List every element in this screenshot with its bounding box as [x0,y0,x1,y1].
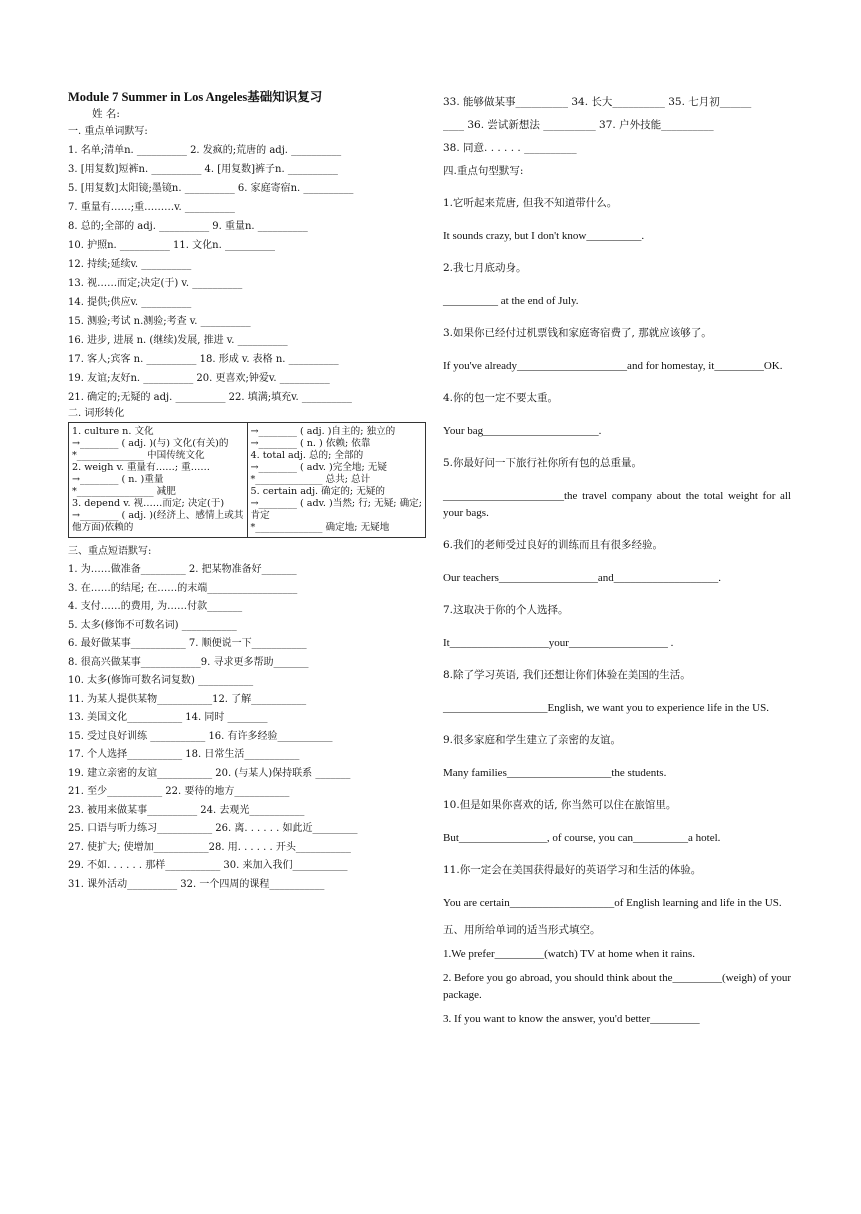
vocabulary-item: 1. 名单;清单n. __________ 2. 发疯的;荒唐的 adj. __________ [68,145,342,156]
word-form-line: *______________ 中国传统文化 [72,450,205,461]
word-form-line: →________ ( n. ) 依赖; 依靠 [250,438,371,449]
word-form-line: →________ ( adv. )完全地; 无疑 [250,462,387,473]
word-form-line: →________ ( adj. )(经济上、感情上或其他方面)依赖的 [72,510,244,533]
word-form-line: *______________ 确定地; 无疑地 [250,522,390,533]
sentence-english: It__________________your__________________ . [443,637,674,649]
word-form-table [68,422,426,538]
phrase-item: 6. 最好做某事___________ 7. 顺便说一下___________ [68,638,307,649]
sentence-english: It sounds crazy, but I don't know__________. [443,230,645,242]
word-form-line: 4. total adj. 总的; 全部的 [250,450,364,461]
sentence-item [443,667,791,717]
phrase-item: 25. 口语与听力练习___________ 26. 离. . . . . . 如此近_________ [68,823,358,834]
name-label: 姓 名: [92,108,120,120]
sentence-chinese: 7.这取决于你的个人选择。 [443,604,569,616]
phrase-item: 38. 同意. . . . . . __________ [443,142,577,154]
sentence-chinese: 6.我们的老师受过良好的训练而且有很多经验。 [443,539,664,551]
word-form-line: →________ ( adv. )当然; 行; 无疑; 确定; 肯定 [250,498,422,521]
vocabulary-item: 14. 提供;供应v. __________ [68,297,192,308]
fill-in-item: 1.We prefer_________(watch) TV at home when it rains. [443,948,695,960]
word-form-line: 5. certain adj. 确定的; 无疑的 [250,486,385,497]
section5-heading: 五、用所给单词的适当形式填空。 [443,924,601,936]
word-form-line: →________ ( n. )重量 [72,474,164,485]
sentence-item [443,862,791,912]
phrase-item: 4. 支付……的费用, 为……付款_______ [68,601,243,612]
section4-heading: 四.重点句型默写: [443,165,524,177]
sentence-chinese: 4.你的包一定不要太重。 [443,392,559,404]
sentence-chinese: 11.你一定会在美国获得最好的英语学习和生活的体验。 [443,864,702,876]
phrase-item: 23. 被用来做某事__________ 24. 去观光___________ [68,804,305,816]
vocabulary-item: 13. 视……而定;决定(于) v. __________ [68,278,243,289]
sentence-english: ___________________English, we want you to experience life in the US. [443,702,769,714]
sentence-chinese: 10.但是如果你喜欢的话, 你当然可以住在旅馆里。 [443,799,677,811]
sentence-chinese: 3.如果你已经付过机票钱和家庭寄宿费了, 那就应该够了。 [443,327,712,339]
fill-in-list [443,946,791,1028]
phrase-item: 19. 建立亲密的友谊___________ 20. (与某人)保持联系 _______ [68,767,351,779]
word-form-line: 3. depend v. 视……而定; 决定(于) [72,498,225,509]
word-form-line: →________ ( adj. )(与) 文化(有关)的 [72,438,229,449]
sentence-item [443,732,791,782]
sentence-chinese: 8.除了学习英语, 我们还想让你们体验在美国的生活。 [443,669,691,681]
sentence-item [443,325,791,375]
sentence-item [443,260,791,310]
vocabulary-item: 8. 总的;全部的 adj. __________ 9. 重量n. __________ [68,221,308,232]
vocabulary-item: 3. [用复数]短裤n. __________ 4. [用复数]裤子n. __________ [68,164,338,175]
right-column [443,94,791,1028]
sentence-english: Our teachers__________________and___________________. [443,572,722,584]
phrase-item: 17. 个人选择___________ 18. 日常生活___________ [68,749,300,760]
word-form-line: *________________ 减肥 [72,486,176,497]
sentence-item [443,537,791,587]
sentence-english: Many families___________________the students. [443,767,667,779]
vocabulary-item: 21. 确定的;无疑的 adj. __________ 22. 填满;填充v. __________ [68,392,352,403]
section1-heading: 一. 重点单词默写: [68,126,148,137]
word-form-line: 1. culture n. 文化 [72,426,154,437]
vocabulary-item: 19. 友谊;友好n. __________ 20. 更喜欢;钟爱v. __________ [68,373,330,384]
sentence-item [443,602,791,652]
phrase-item: 29. 不如. . . . . . 那样___________ 30. 来加入我们___________ [68,860,348,871]
sentence-item [443,797,791,847]
left-column [68,88,428,894]
section2-heading: 二. 词形转化 [68,408,125,419]
phrase-item: 10. 太多(修饰可数名词复数) ___________ [68,675,254,686]
phrase-item: 3. 在……的结尾; 在……的末端__________________ [68,582,298,594]
phrase-item: 33. 能够做某事__________ 34. 长大__________ 35. 七月初______ [443,96,752,108]
vocabulary-list [68,141,428,407]
sentence-chinese: 1.它听起来荒唐, 但我不知道带什么。 [443,197,618,209]
vocabulary-item: 17. 客人;宾客 n. __________ 18. 形成 v. 表格 n. __________ [68,354,339,365]
vocabulary-item: 16. 进步, 进展 n. (继续)发展, 推进 v. __________ [68,335,288,346]
sentence-item [443,195,791,245]
page-title: Module 7 Summer in Los Angeles基础知识复习 [68,90,323,104]
phrase-item: 5. 太多(修饰不可数名词) ___________ [68,619,237,631]
phrase-item: 8. 很高兴做某事____________9. 寻求更多帮助_______ [68,656,309,668]
sentence-list [443,195,791,912]
vocabulary-item: 7. 重量有……;重………v. __________ [68,202,235,213]
sentence-chinese: 5.你最好问一下旅行社你所有包的总重量。 [443,457,643,469]
phrase-item: 31. 课外活动__________ 32. 一个四周的课程___________ [68,878,325,890]
word-form-left-cell [69,423,248,538]
word-form-line: 2. weigh v. 重量有……; 重…… [72,462,210,473]
sentence-english: If you've already____________________and for homestay, it_________OK. [443,360,783,372]
phrase-item: 13. 美国文化___________ 14. 同时 ________ [68,712,268,723]
vocabulary-item: 5. [用复数]太阳镜;墨镜n. __________ 6. 家庭寄宿n. __________ [68,183,354,194]
phrase-item: 1. 为……做准备_________ 2. 把某物准备好_______ [68,564,297,575]
fill-in-item: 2. Before you go abroad, you should think about the_________(weigh) of your package. [443,972,791,1001]
phrase-list [68,561,428,894]
sentence-english: __________ at the end of July. [443,295,579,307]
vocabulary-item: 10. 护照n. __________ 11. 文化n. __________ [68,240,275,251]
vocabulary-item: 15. 测验;考试 n.测验;考查 v. __________ [68,316,251,327]
sentence-chinese: 9.很多家庭和学生建立了亲密的友谊。 [443,734,622,746]
sentence-chinese: 2.我七月底动身。 [443,262,527,274]
sentence-english: Your bag_____________________. [443,425,602,437]
section3-heading: 三、重点短语默写: [68,546,152,557]
word-form-right-cell [247,423,426,538]
sentence-item [443,455,791,522]
phrase-item: 11. 为某人提供某物___________12. 了解___________ [68,693,307,705]
phrase-list-continued [443,94,791,157]
sentence-english: ______________________the travel company about the total weight for all your bags. [443,490,791,519]
phrase-item: 21. 至少___________ 22. 要待的地方___________ [68,786,290,797]
sentence-english: You are certain___________________of English learning and life in the US. [443,897,782,909]
phrase-item: ____ 36. 尝试新想法 __________ 37. 户外技能__________ [443,119,714,131]
phrase-item: 27. 使扩大; 使增加___________28. 用. . . . . . 开头___________ [68,841,351,853]
vocabulary-item: 12. 持续;延续v. __________ [68,259,192,270]
fill-in-item: 3. If you want to know the answer, you'd better_________ [443,1013,700,1025]
phrase-item: 15. 受过良好训练 ___________ 16. 有许多经验___________ [68,730,333,742]
word-form-line: →________ ( adj. )自主的; 独立的 [250,426,396,437]
sentence-item [443,390,791,440]
word-form-line: *______________ 总共; 总计 [250,474,371,485]
sentence-english: But________________, of course, you can__________a hotel. [443,832,721,844]
